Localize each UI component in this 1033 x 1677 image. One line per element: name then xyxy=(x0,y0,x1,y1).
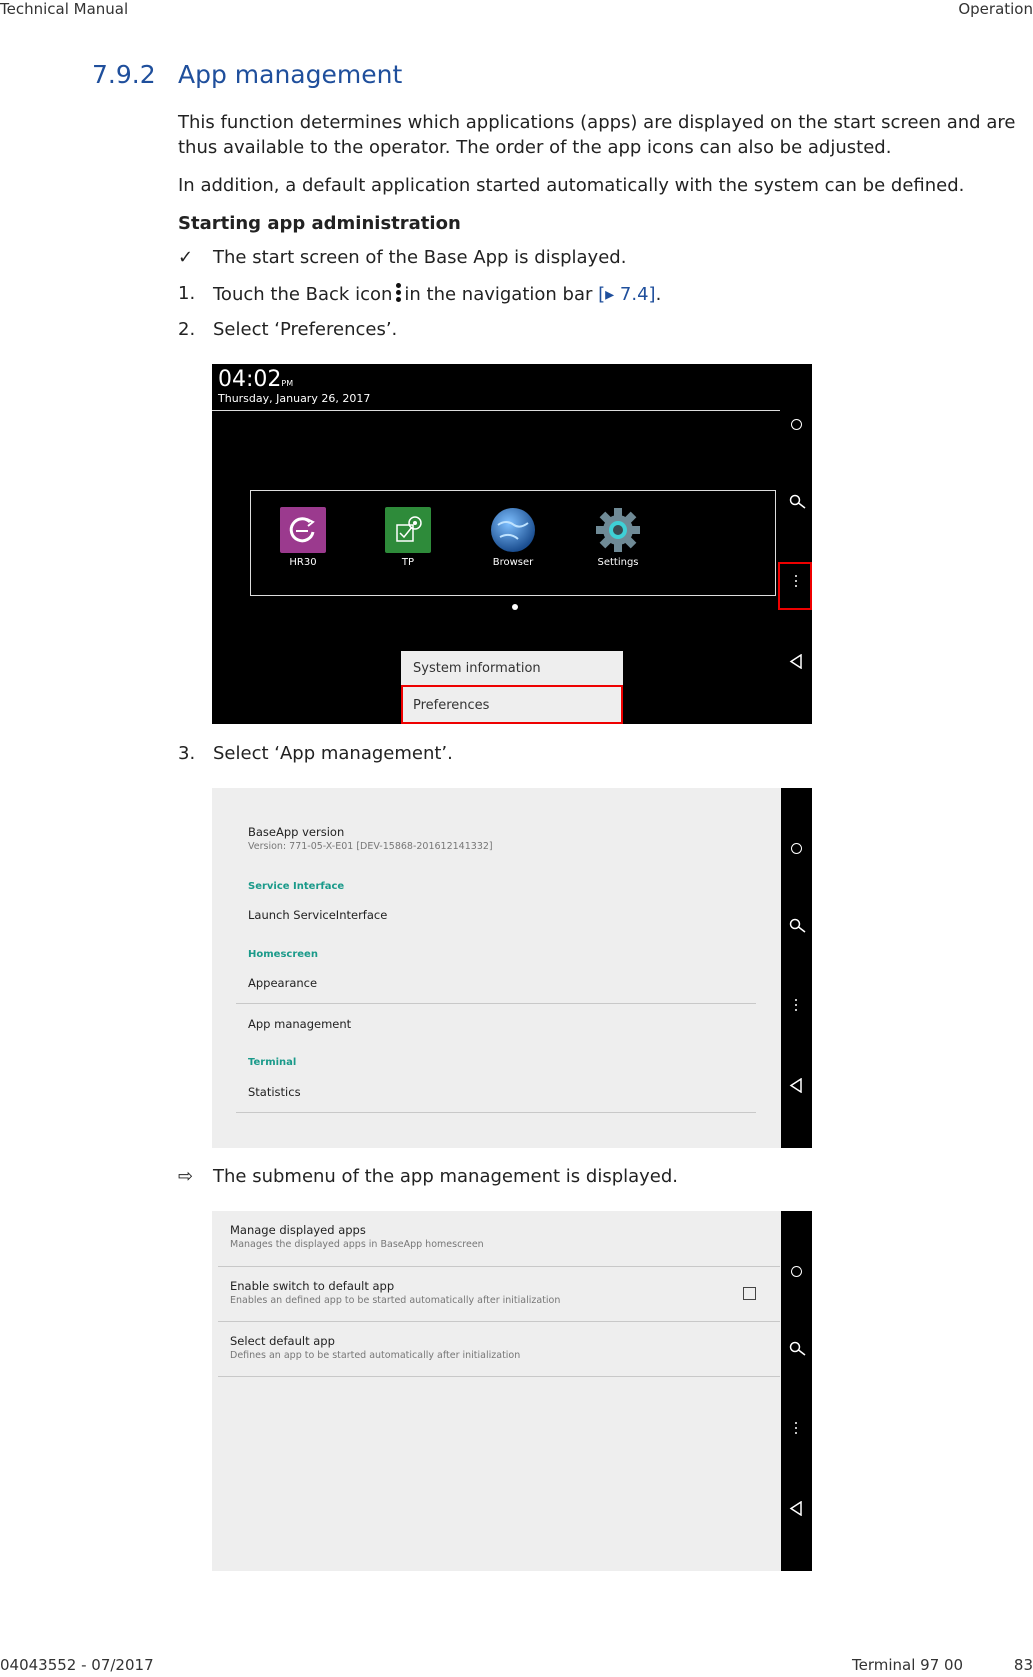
subheading: Starting app administration xyxy=(178,213,461,234)
kebab-menu-icon[interactable] xyxy=(795,999,798,1011)
hr30-app-icon xyxy=(280,507,326,553)
home-icon[interactable] xyxy=(791,419,802,430)
navigation-bar xyxy=(781,1211,812,1571)
enable-default-app-desc: Enables an defined app to be started automatically after initialization xyxy=(230,1295,561,1306)
kebab-icon xyxy=(395,283,401,303)
launch-service-interface[interactable]: Launch ServiceInterface xyxy=(248,908,388,922)
footer-product: Terminal 97 00 xyxy=(852,1656,964,1674)
step-2-number: 2. xyxy=(178,319,196,340)
tp-app-icon xyxy=(385,507,431,553)
kebab-menu-icon[interactable] xyxy=(795,1422,798,1434)
check-mark: ✓ xyxy=(178,247,194,268)
app-tp[interactable]: TP xyxy=(378,507,438,568)
app-browser[interactable]: Browser xyxy=(483,507,543,568)
result-arrow: ⇨ xyxy=(178,1166,194,1187)
enable-default-app-checkbox[interactable] xyxy=(743,1287,756,1300)
select-default-app-desc: Defines an app to be started automatically after initialization xyxy=(230,1350,521,1361)
default-app-paragraph: In addition, a default application started automatically with the system can be defined. xyxy=(178,175,965,196)
divider xyxy=(236,1003,756,1004)
screenshot-app-management xyxy=(212,1211,812,1571)
gear-icon xyxy=(595,507,641,553)
menu-system-information[interactable]: System information xyxy=(413,661,541,676)
step-3-number: 3. xyxy=(178,743,196,764)
clock: 04:02PM xyxy=(218,367,294,392)
home-icon[interactable] xyxy=(791,843,802,854)
overflow-menu xyxy=(401,651,623,724)
back-icon[interactable] xyxy=(789,654,804,669)
navigation-bar xyxy=(781,788,812,1148)
search-icon[interactable] xyxy=(789,1341,804,1356)
result-text: The submenu of the app management is displayed. xyxy=(213,1166,679,1187)
intro-paragraph: This function determines which applications (apps) are displayed on the start screen and are thus available to the operator. The order of the app icons can also be adjusted. xyxy=(178,112,1016,158)
enable-default-app-title[interactable]: Enable switch to default app xyxy=(230,1279,395,1293)
search-icon[interactable] xyxy=(789,918,804,933)
step-1-number: 1. xyxy=(178,283,196,304)
category-homescreen: Homescreen xyxy=(248,949,318,960)
header-left: Technical Manual xyxy=(0,0,129,18)
divider xyxy=(236,1112,756,1113)
screenshot-preferences xyxy=(212,788,812,1148)
header-right: Operation xyxy=(958,0,1033,18)
kebab-highlight-box xyxy=(778,562,812,610)
appearance-item[interactable]: Appearance xyxy=(248,976,318,990)
manage-displayed-apps-title[interactable]: Manage displayed apps xyxy=(230,1223,366,1237)
menu-preferences[interactable]: Preferences xyxy=(413,698,490,713)
category-terminal: Terminal xyxy=(248,1057,297,1068)
screenshot-home xyxy=(212,364,812,724)
category-service-interface: Service Interface xyxy=(248,881,345,892)
search-icon[interactable] xyxy=(789,494,804,509)
navigation-bar xyxy=(781,364,812,724)
section-link[interactable]: [▸ 7.4] xyxy=(598,284,656,305)
date: Thursday, January 26, 2017 xyxy=(218,392,371,405)
manage-displayed-apps-desc: Manages the displayed apps in BaseApp homescreen xyxy=(230,1239,484,1250)
section-number: 7.9.2 xyxy=(92,60,156,89)
step-1-text: Touch the Back icon in the navigation bar [▸ 7.4]. xyxy=(213,284,662,305)
app-hr30[interactable]: HR30 xyxy=(273,507,333,568)
app-settings[interactable]: Settings xyxy=(588,507,648,568)
back-icon[interactable] xyxy=(789,1078,804,1093)
precondition-text: The start screen of the Base App is displayed. xyxy=(213,247,627,268)
divider xyxy=(218,1266,780,1267)
page-indicator xyxy=(512,604,518,610)
version-title: BaseApp version xyxy=(248,825,345,839)
step-3-text: Select ‘App management’. xyxy=(213,743,453,764)
statistics-item[interactable]: Statistics xyxy=(248,1085,301,1099)
page-number: 83 xyxy=(1013,1656,1033,1674)
section-title: App management xyxy=(178,60,403,89)
footer-doc-number: 04043552 - 07/2017 xyxy=(0,1656,154,1674)
home-icon[interactable] xyxy=(791,1266,802,1277)
globe-icon xyxy=(490,507,536,553)
app-management-item[interactable]: App management xyxy=(248,1017,352,1031)
step-2-text: Select ‘Preferences’. xyxy=(213,319,398,340)
divider xyxy=(212,410,780,411)
divider xyxy=(218,1376,780,1377)
version-text: Version: 771-05-X-E01 [DEV-15868-201612141332] xyxy=(248,841,493,852)
back-icon[interactable] xyxy=(789,1501,804,1516)
divider xyxy=(218,1321,780,1322)
app-grid xyxy=(250,490,776,596)
highlight-box xyxy=(401,685,623,724)
select-default-app-title[interactable]: Select default app xyxy=(230,1334,335,1348)
